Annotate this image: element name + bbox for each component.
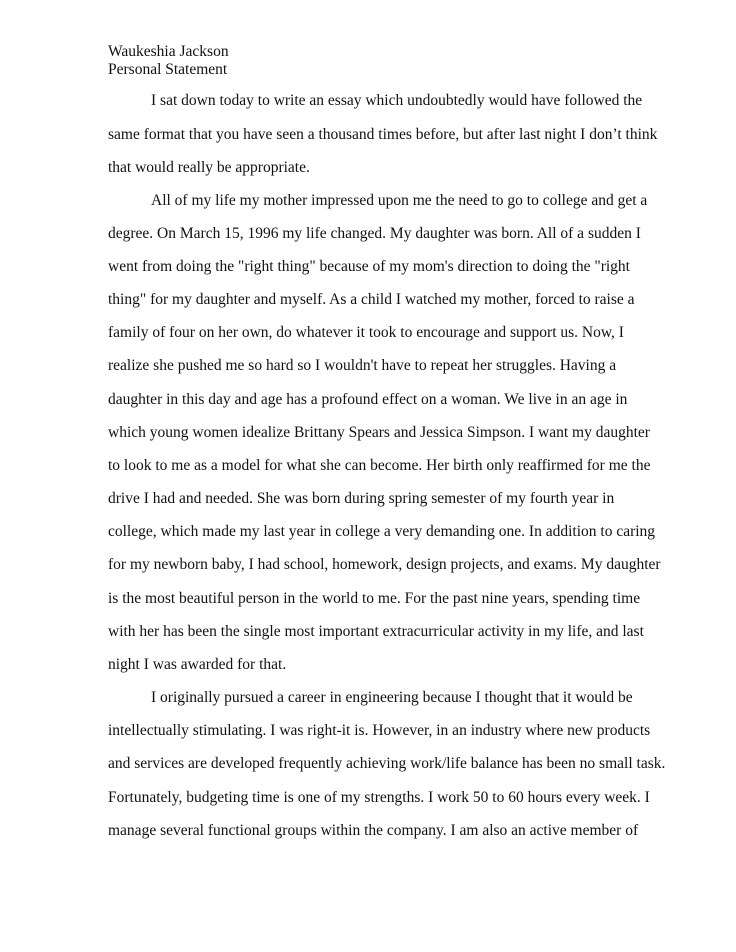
text-line: that would really be appropriate. [108, 159, 310, 176]
text-line: degree. On March 15, 1996 my life changed. My daughter was born. All of a sudden I [108, 225, 641, 242]
text-line: and services are developed frequently achieving work/life balance has been no small task. [108, 755, 666, 772]
text-line: All of my life my mother impressed upon me the need to go to college and get a [151, 192, 648, 209]
text-line: to look to me as a model for what she can become. Her birth only reaffirmed for me the [108, 457, 651, 474]
text-line: I originally pursued a career in engineering because I thought that it would be [151, 689, 633, 706]
text-line: for my newborn baby, I had school, homework, design projects, and exams. My daughter [108, 556, 661, 573]
text-line: went from doing the "right thing" because of my mom's direction to doing the "right [108, 258, 630, 275]
text-line: night I was awarded for that. [108, 656, 287, 673]
text-line: Fortunately, budgeting time is one of my strengths. I work 50 to 60 hours every week. I [108, 789, 650, 806]
text-line: thing" for my daughter and myself. As a child I watched my mother, forced to raise a [108, 291, 635, 308]
text-line: intellectually stimulating. I was right-it is. However, in an industry where new products [108, 722, 651, 739]
document-header [108, 43, 229, 79]
text-line: with her has been the single most important extracurricular activity in my life, and last [108, 623, 644, 640]
text-line: manage several functional groups within the company. I am also an active member of [108, 822, 639, 839]
text-line: same format that you have seen a thousand times before, but after last night I don’t think [108, 126, 658, 143]
document-title: Personal Statement [108, 61, 228, 78]
text-line: I sat down today to write an essay which undoubtedly would have followed the [151, 92, 643, 109]
text-line: daughter in this day and age has a profound effect on a woman. We live in an age in [108, 391, 628, 408]
text-line: family of four on her own, do whatever it took to encourage and support us. Now, I [108, 324, 624, 341]
text-line: is the most beautiful person in the world to me. For the past nine years, spending time [108, 590, 641, 607]
author-name: Waukeshia Jackson [108, 43, 229, 60]
text-line: drive I had and needed. She was born during spring semester of my fourth year in [108, 490, 615, 507]
text-line: which young women idealize Brittany Spears and Jessica Simpson. I want my daughter [108, 424, 650, 441]
text-line: realize she pushed me so hard so I wouldn't have to repeat her struggles. Having a [108, 357, 617, 374]
text-line: college, which made my last year in college a very demanding one. In addition to caring [108, 523, 656, 540]
